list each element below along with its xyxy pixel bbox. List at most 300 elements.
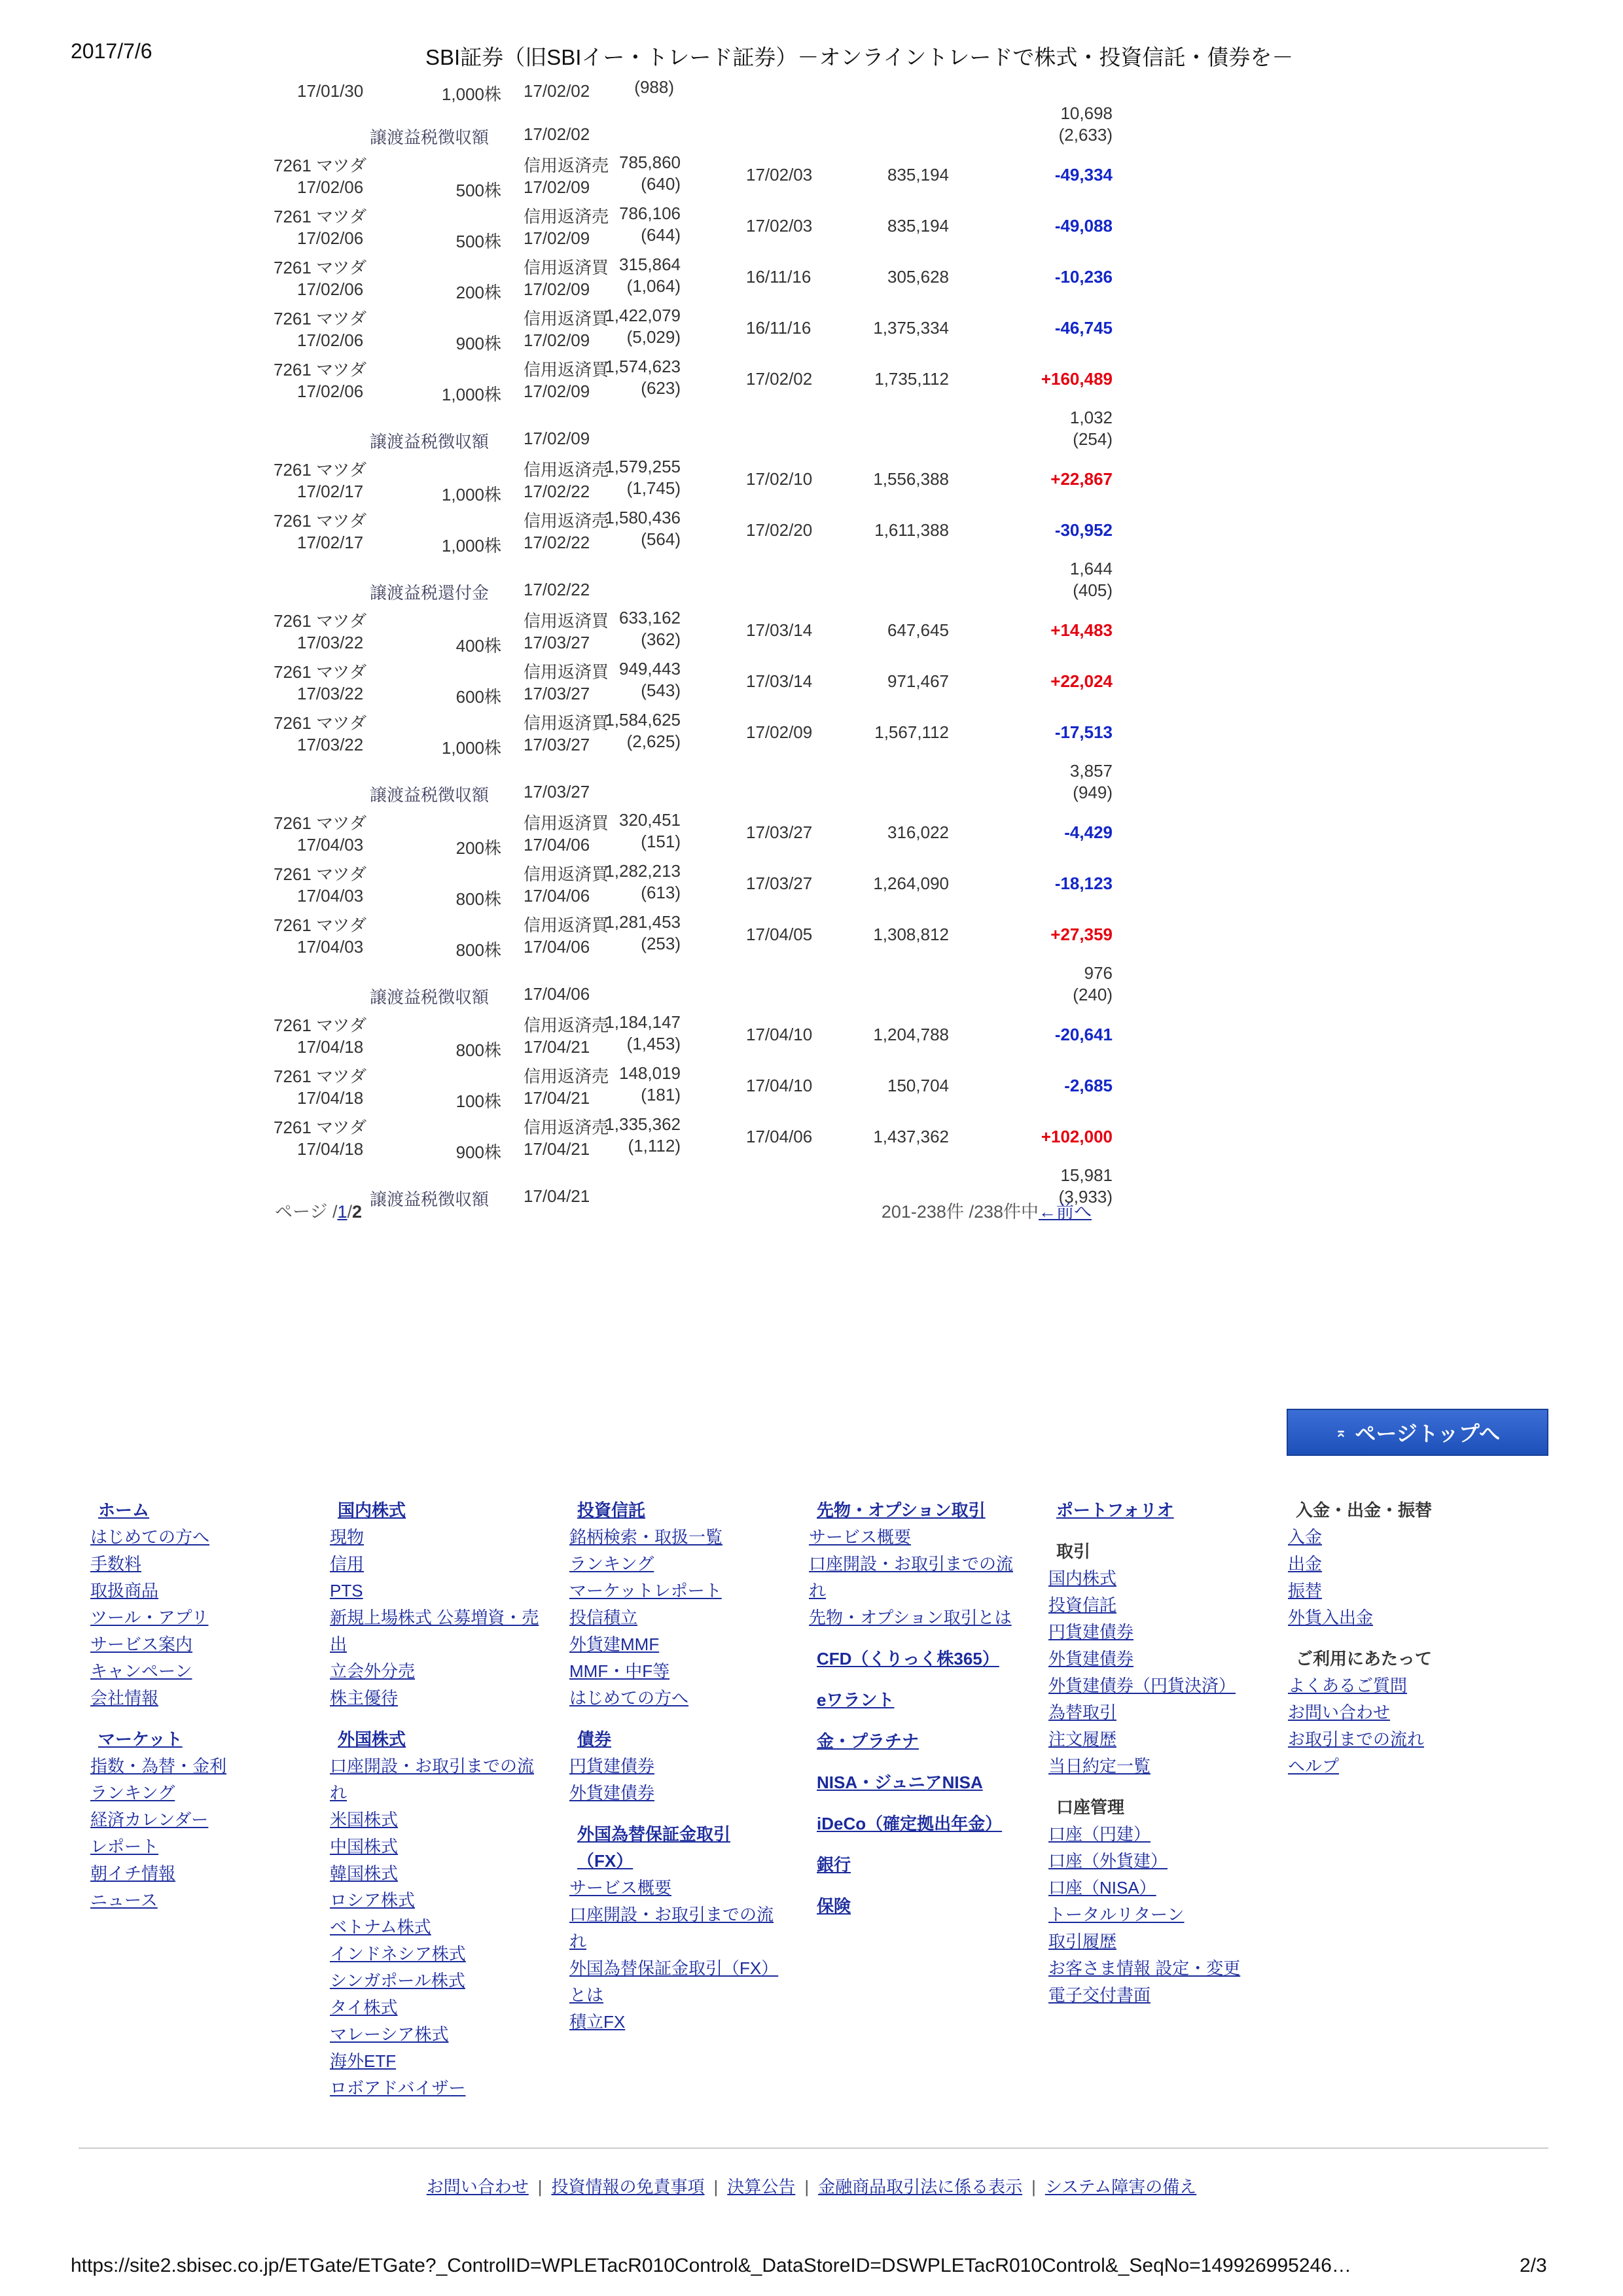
stock-name: 7261 マツダ [274, 713, 367, 733]
foreign-stock-link[interactable]: れ [330, 1783, 348, 1803]
profit-loss: -17,513 [1054, 722, 1113, 742]
trade-link[interactable]: 当日約定一覧 [1048, 1756, 1151, 1776]
fx-link[interactable]: れ [569, 1932, 587, 1951]
trade-type: 信用返済買 [524, 360, 609, 380]
result-count [882, 1197, 1092, 1223]
profit-loss: -4,429 [1064, 822, 1113, 842]
tax-label: 譲渡益税徴収額 [370, 128, 490, 147]
tax-date: 17/03/27 [524, 782, 590, 802]
spacer [809, 1879, 1031, 1893]
footer-col-4 [809, 1497, 1031, 1920]
trade-type: 信用返済売 [524, 1118, 609, 1137]
tax-value: (3,933) [1058, 1187, 1113, 1207]
trade-link[interactable]: 国内株式 [1048, 1568, 1117, 1588]
cost: 305,628 [887, 267, 949, 287]
trade-link[interactable]: 円貨建債券 [1048, 1622, 1134, 1642]
usage-link[interactable]: お問い合わせ [1288, 1703, 1391, 1722]
buy-date: 16/11/16 [746, 318, 812, 338]
footer-bold-link[interactable]: eワラント [817, 1690, 895, 1710]
fx-link[interactable]: サービス概要 [569, 1878, 672, 1898]
profit-loss: -49,334 [1054, 165, 1113, 185]
result-range: 201-238件 /238件中 [881, 1202, 1039, 1222]
link-separator: | [804, 2177, 810, 2197]
spacer [330, 1712, 552, 1726]
tax-amount: 1,644 [1069, 559, 1113, 578]
footer-bold-link[interactable]: iDeCo（確定拠出年金） [817, 1814, 1003, 1833]
fee: (640) [641, 174, 681, 194]
trade-link[interactable]: 外貨建債券（円貨決済） [1048, 1676, 1236, 1695]
trade-type: 信用返済売 [524, 156, 609, 175]
link-separator: | [537, 2177, 543, 2197]
fund-link[interactable]: 外貨建MMF [569, 1634, 660, 1654]
bond-link[interactable]: 外貨建債券 [569, 1783, 655, 1803]
pager-page-1-link[interactable]: 1 [337, 1202, 348, 1222]
bottom-link[interactable]: 金融商品取引法に係る表示 [818, 2177, 1023, 2197]
home-link[interactable]: 手数料 [90, 1554, 142, 1574]
stock-name: 7261 マツダ [274, 207, 367, 226]
spacer [569, 1807, 792, 1821]
fee: (543) [641, 680, 681, 700]
cost: 1,264,090 [873, 874, 949, 893]
fee: (1,064) [626, 276, 681, 296]
trade-date: 17/02/06 [297, 279, 364, 299]
quantity: 1,000株 [441, 385, 501, 404]
quantity: 800株 [455, 1040, 501, 1060]
footer-divider [79, 2147, 1548, 2149]
fee: (623) [641, 378, 681, 398]
quantity: 500株 [455, 232, 501, 251]
settle-date: 17/04/21 [524, 1139, 590, 1159]
fx-link[interactable]: 口座開設・お取引までの流 [569, 1905, 774, 1924]
trade-type: 信用返済買 [524, 662, 609, 682]
quantity: 900株 [455, 334, 501, 353]
deposit-link[interactable]: 出金 [1288, 1554, 1323, 1574]
fund-link[interactable]: 投信積立 [569, 1608, 638, 1627]
stock-name: 7261 マツダ [274, 156, 367, 175]
amount: 1,184,147 [605, 1012, 681, 1032]
footer-bold-link[interactable]: CFD（くりっく株365） [817, 1649, 999, 1669]
tax-value: (254) [1073, 429, 1113, 449]
domestic-stock-link[interactable]: 現物 [330, 1527, 365, 1547]
footer-bold-link[interactable]: 保険 [817, 1896, 851, 1916]
fee: (988) [634, 77, 674, 97]
settle-date: 17/02/09 [524, 330, 590, 350]
trade-date: 17/02/06 [297, 228, 364, 248]
buy-date: 17/04/05 [746, 925, 813, 944]
deposit-link[interactable]: 外貨入出金 [1288, 1608, 1374, 1627]
tax-amount: 1,032 [1069, 408, 1113, 427]
fee: (151) [641, 832, 681, 851]
foreign-stock-link[interactable]: 口座開設・お取引までの流 [330, 1756, 535, 1776]
tax-date: 17/04/21 [524, 1186, 590, 1206]
footer-head-fx[interactable]: 外国為替保証金取引 [577, 1824, 731, 1844]
deposit-link[interactable]: 入金 [1288, 1527, 1323, 1547]
trade-date: 17/01/30 [297, 81, 364, 101]
profit-loss: +102,000 [1041, 1127, 1113, 1146]
footer-col-2 [330, 1497, 552, 2102]
link-separator: | [713, 2177, 719, 2197]
market-link[interactable]: ニュース [90, 1890, 158, 1910]
footer-sub-trade: 取引 [1056, 1542, 1091, 1561]
market-link[interactable]: ランキング [90, 1783, 175, 1803]
bottom-links [0, 2174, 1623, 2198]
account-link[interactable]: お客さま情報 設定・変更 [1048, 1958, 1241, 1978]
tax-date: 17/02/22 [524, 580, 590, 599]
cost: 1,735,112 [874, 369, 949, 389]
settle-date: 17/04/21 [524, 1088, 590, 1108]
profit-loss: -49,088 [1054, 216, 1113, 236]
profit-loss: -18,123 [1054, 874, 1113, 893]
buy-date: 17/03/14 [746, 671, 813, 691]
trade-date: 17/04/03 [297, 937, 364, 957]
link-separator: | [1031, 2177, 1036, 2197]
tax-label: 譲渡益税徴収額 [370, 1190, 490, 1209]
bottom-link[interactable]: 決算公告 [727, 2177, 796, 2197]
quantity: 1,000株 [441, 84, 501, 104]
footer-col-6 [1288, 1497, 1510, 1780]
trade-link[interactable]: 為替取引 [1048, 1703, 1117, 1722]
home-link[interactable]: キャンペーン [90, 1661, 192, 1681]
amount: 786,106 [619, 203, 681, 223]
buy-date: 17/02/20 [746, 520, 813, 540]
footer-sub-usage: ご利用にあたって [1296, 1649, 1433, 1669]
foreign-stock-link[interactable]: シンガポール株式 [330, 1971, 465, 1990]
spacer [809, 1837, 1031, 1852]
stock-name: 7261 マツダ [274, 360, 367, 380]
account-link[interactable]: 口座（NISA） [1048, 1878, 1156, 1898]
quantity: 1,000株 [441, 485, 501, 504]
trade-link[interactable]: 注文履歴 [1048, 1729, 1117, 1749]
home-link[interactable]: はじめての方へ [90, 1527, 210, 1547]
spacer [809, 1714, 1031, 1728]
bottom-link[interactable]: システム障害の備え [1044, 2177, 1197, 2197]
fund-link[interactable]: MMF・中F等 [569, 1661, 670, 1681]
buy-date: 17/03/27 [746, 874, 813, 893]
amount: 315,864 [619, 255, 681, 274]
trade-date: 17/03/22 [297, 684, 364, 703]
tax-amount: 3,857 [1069, 761, 1113, 781]
cost: 1,437,362 [873, 1127, 949, 1146]
stock-name: 7261 マツダ [274, 309, 367, 328]
spacer [90, 1712, 313, 1726]
cost: 835,194 [887, 216, 949, 236]
foreign-stock-link[interactable]: ロボアドバイザー [330, 2078, 466, 2098]
tax-amount: 976 [1084, 963, 1113, 983]
fee: (362) [641, 629, 681, 649]
stock-name: 7261 マツダ [274, 460, 367, 480]
bottom-link[interactable]: 投資情報の免責事項 [551, 2177, 705, 2197]
footer-head-bond[interactable]: 債券 [577, 1729, 612, 1749]
tax-value: (240) [1073, 985, 1113, 1004]
amount: 949,443 [619, 659, 681, 679]
stock-name: 7261 マツダ [274, 1067, 367, 1086]
foreign-stock-link[interactable]: 中国株式 [330, 1837, 399, 1856]
footer-sub-account: 口座管理 [1056, 1797, 1125, 1817]
footer-head-portfolio[interactable]: ポートフォリオ [1056, 1500, 1174, 1520]
page-top-label: ページトップへ [1355, 1422, 1501, 1445]
amount: 1,281,453 [605, 912, 681, 932]
tax-value: (2,633) [1058, 125, 1113, 145]
tax-label: 譲渡益税徴収額 [370, 785, 490, 805]
profit-loss: -2,685 [1064, 1076, 1113, 1095]
amount: 1,584,625 [605, 710, 681, 730]
buy-date: 17/02/09 [746, 722, 813, 742]
profit-loss: +160,489 [1041, 369, 1113, 389]
account-link[interactable]: 取引履歴 [1048, 1932, 1117, 1951]
trade-date: 17/02/17 [297, 533, 364, 552]
footer-bold-link[interactable]: 銀行 [817, 1855, 851, 1875]
quantity: 800株 [455, 889, 501, 909]
bond-link[interactable]: 円貨建債券 [569, 1756, 655, 1776]
tax-amount: 15,981 [1060, 1165, 1113, 1185]
foreign-stock-link[interactable]: ベトナム株式 [330, 1917, 431, 1937]
fx-link[interactable]: とは [569, 1985, 604, 2005]
quantity: 200株 [455, 838, 501, 858]
cost: 1,308,812 [873, 925, 949, 944]
foreign-stock-link[interactable]: タイ株式 [330, 1998, 398, 2017]
profit-loss: -10,236 [1054, 267, 1113, 287]
quantity: 100株 [455, 1091, 501, 1111]
buy-date: 16/11/16 [746, 267, 812, 287]
cost: 1,556,388 [873, 469, 949, 489]
footer-head-foreign-stock[interactable]: 外国株式 [338, 1729, 406, 1749]
quantity: 600株 [455, 687, 501, 707]
stock-name: 7261 マツダ [274, 662, 367, 682]
amount: 1,580,436 [605, 508, 681, 527]
trade-date: 17/02/17 [297, 482, 364, 501]
fund-link[interactable]: マーケットレポート [569, 1581, 722, 1600]
home-link[interactable]: 取扱商品 [90, 1581, 159, 1600]
footer-col-3 [569, 1497, 792, 2036]
stock-name: 7261 マツダ [274, 258, 367, 277]
trade-type: 信用返済売 [524, 511, 609, 531]
settle-date: 17/02/09 [524, 381, 590, 401]
foreign-stock-link[interactable]: インドネシア株式 [330, 1944, 466, 1964]
market-link[interactable]: 朝イチ情報 [90, 1863, 176, 1883]
profit-loss: +14,483 [1050, 620, 1113, 640]
domestic-stock-link[interactable]: 信用 [330, 1554, 365, 1574]
buy-date: 17/03/27 [746, 822, 813, 842]
amount: 320,451 [619, 810, 681, 830]
tax-date: 17/04/06 [524, 984, 590, 1004]
cost: 1,375,334 [873, 318, 949, 338]
trade-date: 17/04/18 [297, 1088, 364, 1108]
spacer [1048, 1524, 1271, 1538]
quantity: 900株 [455, 1142, 501, 1162]
trade-type: 信用返済買 [524, 258, 609, 277]
settle-date: 17/03/27 [524, 684, 590, 703]
domestic-stock-link[interactable]: 立会外分売 [330, 1661, 416, 1681]
trade-link[interactable]: 投資信託 [1048, 1595, 1117, 1615]
amount: 785,860 [619, 152, 681, 172]
fund-link[interactable]: はじめての方へ [569, 1688, 689, 1708]
buy-date: 17/02/03 [746, 165, 813, 185]
pager [275, 1197, 362, 1223]
fee: (2,625) [626, 732, 681, 751]
fx-link[interactable]: 積立FX [569, 2012, 626, 2032]
print-date: 2017/7/6 [71, 39, 152, 63]
footer-head-market[interactable]: マーケット [98, 1729, 183, 1749]
home-link[interactable]: サービス案内 [90, 1634, 193, 1654]
fund-link[interactable]: 銘柄検索・取扱一覧 [569, 1527, 723, 1547]
stock-name: 7261 マツダ [274, 915, 367, 935]
buy-date: 17/03/14 [746, 620, 813, 640]
pager-sep: / [347, 1202, 353, 1222]
buy-date: 17/02/02 [746, 369, 813, 389]
foreign-stock-link[interactable]: 海外ETF [330, 2051, 397, 2071]
spacer [809, 1672, 1031, 1687]
amount: 1,422,079 [605, 306, 681, 325]
trade-date: 17/04/03 [297, 835, 364, 855]
footer-head-futures[interactable]: 先物・オプション取引 [817, 1500, 986, 1520]
domestic-stock-link[interactable]: 新規上場株式 公募増資・売 [330, 1608, 539, 1627]
settle-date: 17/03/27 [524, 735, 590, 754]
settle-date: 17/02/09 [524, 228, 590, 248]
buy-date: 17/04/10 [746, 1076, 813, 1095]
domestic-stock-link[interactable]: PTS [330, 1581, 363, 1600]
amount: 633,162 [619, 608, 681, 627]
cost: 1,204,788 [873, 1025, 949, 1044]
domestic-stock-link[interactable]: 株主優待 [330, 1688, 399, 1708]
quantity: 1,000株 [441, 738, 501, 758]
account-link[interactable]: トータルリターン [1048, 1905, 1185, 1924]
buy-date: 17/02/03 [746, 216, 813, 236]
profit-loss: -20,641 [1054, 1025, 1113, 1044]
fx-link[interactable]: 外国為替保証金取引（FX） [569, 1958, 779, 1978]
footer-col-1 [90, 1497, 313, 1914]
footer-bold-link[interactable]: 金・プラチナ [817, 1731, 919, 1751]
footer-col-5 [1048, 1497, 1271, 2009]
settle-date: 17/02/22 [524, 533, 590, 552]
futures-link[interactable]: 先物・オプション取引とは [809, 1608, 1012, 1627]
market-link[interactable]: 経済カレンダー [90, 1810, 209, 1829]
trade-link[interactable]: 外貨建債券 [1048, 1649, 1134, 1669]
market-link[interactable]: 指数・為替・金利 [90, 1756, 227, 1776]
trade-date: 17/02/06 [297, 381, 364, 401]
stock-name: 7261 マツダ [274, 511, 367, 531]
footer-head-home[interactable]: ホーム [98, 1500, 150, 1520]
stock-name: 7261 マツダ [274, 611, 367, 631]
futures-link[interactable]: れ [809, 1581, 827, 1600]
buy-date: 17/04/06 [746, 1127, 813, 1146]
usage-link[interactable]: ヘルプ [1288, 1756, 1340, 1776]
futures-link[interactable]: 口座開設・お取引までの流 [809, 1554, 1014, 1574]
fee: (644) [641, 225, 681, 245]
fee: (5,029) [626, 327, 681, 347]
home-link[interactable]: ツール・アプリ [90, 1608, 209, 1627]
footer-head-domestic-stock[interactable]: 国内株式 [338, 1500, 406, 1520]
stock-name: 7261 マツダ [274, 1016, 367, 1035]
fee: (1,745) [626, 478, 681, 498]
settle-date: 17/02/09 [524, 279, 590, 299]
trade-type: 信用返済売 [524, 207, 609, 226]
cost: 316,022 [887, 822, 949, 842]
foreign-stock-link[interactable]: ロシア株式 [330, 1890, 416, 1910]
trade-date: 17/04/18 [297, 1037, 364, 1057]
spacer [1048, 1780, 1271, 1794]
cost: 971,467 [887, 671, 949, 691]
cost: 835,194 [887, 165, 949, 185]
page-top-button[interactable] [1287, 1409, 1548, 1456]
trade-date: 17/02/06 [297, 177, 364, 197]
footer-head-fund[interactable]: 投資信託 [577, 1500, 646, 1520]
account-link[interactable]: 電子交付書面 [1048, 1985, 1151, 2005]
futures-link[interactable]: サービス概要 [809, 1527, 912, 1547]
trade-type: 信用返済買 [524, 813, 609, 833]
settle-date: 17/04/06 [524, 937, 590, 957]
footer-bold-link[interactable]: NISA・ジュニアNISA [817, 1773, 983, 1792]
usage-link[interactable]: お取引までの流れ [1288, 1729, 1425, 1749]
domestic-stock-link[interactable]: 出 [330, 1634, 348, 1654]
print-url: https://site2.sbisec.co.jp/ETGate/ETGate?_ControlID=WPLETacR010Control&_DataStoreID=DSWPLETacR010Control&_SeqNo=149926995246… [71, 2255, 1351, 2276]
amount: 1,335,362 [605, 1114, 681, 1134]
tax-label: 譲渡益税還付金 [370, 583, 490, 603]
stock-name: 7261 マツダ [274, 1118, 367, 1137]
trade-type: 信用返済売 [524, 460, 609, 480]
footer-sub-deposit: 入金・出金・振替 [1296, 1500, 1433, 1520]
cost: 647,645 [887, 620, 949, 640]
quantity: 200株 [455, 283, 501, 302]
trade-date: 17/03/22 [297, 735, 364, 754]
settle-date: 17/02/22 [524, 482, 590, 501]
profit-loss: +22,024 [1050, 671, 1113, 691]
fund-link[interactable]: ランキング [569, 1554, 654, 1574]
usage-link[interactable]: よくあるご質問 [1288, 1676, 1408, 1695]
fee: (1,112) [628, 1136, 681, 1156]
spacer [809, 1796, 1031, 1810]
account-link[interactable]: 口座（外貨建） [1048, 1851, 1168, 1871]
trade-type: 信用返済買 [524, 309, 609, 328]
pager-label: ページ / [275, 1202, 338, 1222]
fee: (181) [641, 1085, 681, 1104]
trade-type: 信用返済買 [524, 915, 609, 935]
bottom-link[interactable]: お問い合わせ [426, 2177, 529, 2197]
pager-page-2: 2 [352, 1202, 363, 1222]
tax-amount: 10,698 [1060, 103, 1113, 123]
cost: 150,704 [887, 1076, 949, 1095]
tax-value: (949) [1073, 783, 1113, 802]
footer-head-fx-sub[interactable]: （FX） [577, 1851, 633, 1871]
buy-date: 17/04/10 [746, 1025, 813, 1044]
account-link[interactable]: 口座（円建） [1048, 1824, 1151, 1844]
trade-date: 17/03/22 [297, 633, 364, 652]
home-link[interactable]: 会社情報 [90, 1688, 159, 1708]
settle-date: 17/04/06 [524, 886, 590, 906]
foreign-stock-link[interactable]: 米国株式 [330, 1810, 399, 1829]
quantity: 400株 [455, 636, 501, 656]
settle-date: 17/02/02 [524, 81, 590, 101]
buy-date: 17/02/10 [746, 469, 813, 489]
cost: 1,567,112 [874, 722, 949, 742]
tax-label: 譲渡益税徴収額 [370, 987, 490, 1007]
trade-type: 信用返済売 [524, 1067, 609, 1086]
market-link[interactable]: レポート [90, 1837, 159, 1856]
foreign-stock-link[interactable]: 韓国株式 [330, 1863, 399, 1883]
quantity: 1,000株 [441, 536, 501, 556]
up-arrow-icon: ⌅ [1334, 1424, 1347, 1440]
print-title: SBI証券（旧SBIイー・トレード証券）－オンライントレードで株式・投資信託・債券を－ [425, 45, 1294, 69]
trade-type: 信用返済買 [524, 864, 609, 884]
spacer [809, 1631, 1031, 1646]
cost: 1,611,388 [874, 520, 949, 540]
tax-date: 17/02/02 [524, 124, 590, 144]
spacer [569, 1712, 792, 1726]
quantity: 500株 [455, 181, 501, 200]
profit-loss: +22,867 [1050, 469, 1113, 489]
deposit-link[interactable]: 振替 [1288, 1581, 1323, 1600]
prev-page-link[interactable]: ←前へ [1039, 1202, 1092, 1222]
foreign-stock-link[interactable]: マレーシア株式 [330, 2024, 449, 2044]
